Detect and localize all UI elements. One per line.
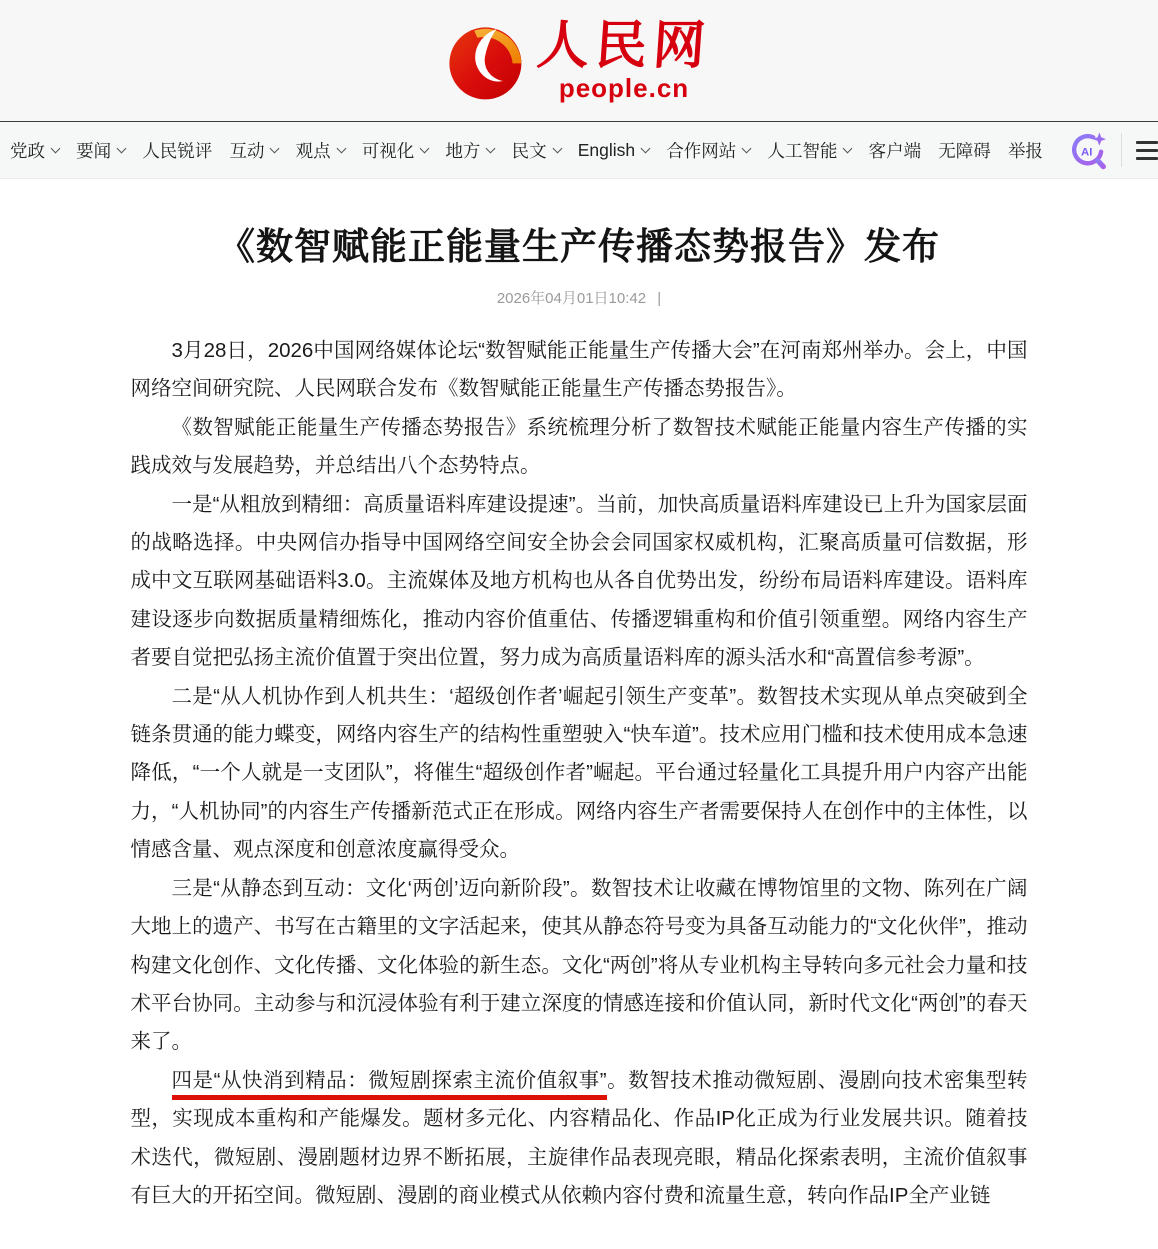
paragraph-text: 二是“从人机协作到人机共生：‘超级创作者’崛起引领生产变革”。数智技术实现从单点突破到全链条贯通的能力蝶变，网络内容生产的结构性重塑驶入“快车道”。技术应用门槛和技术使用成本急速降低，“一个人就是一支团队”，将催生“超级创作者”崛起。平台通过轻量化工具提升用户内容产出能力，“人机协同”的内容生产传播新范式正在形成。网络内容生产者需要保持人在创作中的主体性，以情感含量、观点深度和创意浓度赢得受众。 [130,684,1028,862]
paragraph-text: 3月28日，2026中国网络媒体论坛“数智赋能正能量生产传播大会”在河南郑州举办。会上，中国网络空间研究院、人民网联合发布《数智赋能正能量生产传播态势报告》。 [130,339,1028,401]
article-meta [0,287,1158,308]
logo-swirl-icon [447,21,527,101]
nav-item-可视化[interactable] [362,138,429,163]
chevron-down-icon [843,143,853,153]
paragraph-text: 一是“从粗放到精细：高质量语料库建设提速”。当前，加快高质量语料库建设已上升为国家层面的战略选择。中央网信办指导中国网络空间安全协会会同国家权威机构，汇聚高质量可信数据，形成中文互联网基础语料3.0。主流媒体及地方机构也从各自优势出发，纷纷布局语料库建设。语料库建设逐步向数据质量精细炼化，推动内容价值重估、传播逻辑重构和价值引领重塑。网络内容生产者要自觉把弘扬主流价值置于突出位置，努力成为高质量语料库的源头活水和“高置信参考源”。 [130,492,1028,670]
nav-item-label: 要闻 [76,140,112,161]
nav-divider [1121,133,1122,167]
chevron-down-icon [270,143,280,153]
nav-item-要闻[interactable] [76,138,125,163]
nav-item-人工智能[interactable] [767,138,851,163]
nav-item-无障碍[interactable] [938,138,991,163]
paragraph-text: 。数智技术推动微短剧、漫剧向技术密集型转型，实现成本重构和产能爆发。题材多元化、内容精品化、作品IP化正成为行业发展共识。随着技术迭代，微短剧、漫剧题材边界不断拓展，主旋律作品表现亮眼，精品化探索表明，主流价值叙事有巨大的开拓空间。微短剧、漫剧的商业模式从依赖内容付费和流量生意，转向作品IP全产业链 [130,1068,1028,1207]
nav-item-label: 观点 [295,140,331,161]
chevron-down-icon [336,143,346,153]
nav-item-label: 客户端 [868,140,922,161]
nav-item-label: 互动 [229,140,265,161]
article-paragraph [131,870,1028,1062]
site-header [0,0,1158,122]
chevron-down-icon [552,143,562,153]
chevron-down-icon [486,143,496,153]
meta-separator: | [657,290,662,307]
nav-item-label: 民文 [511,140,547,161]
nav-right [1055,129,1158,171]
nav-item-label: 可视化 [361,140,415,161]
ai-search-icon[interactable] [1067,129,1109,171]
nav-item-地方[interactable] [445,138,494,163]
article-paragraph [131,678,1028,870]
article-paragraph [131,1062,1028,1216]
paragraph-text: 三是“从静态到互动：文化‘两创’迈向新阶段”。数智技术让收藏在博物馆里的文物、陈列在广阔大地上的遗产、书写在古籍里的文字活起来，使其从静态符号变为具备互动能力的“文化伙伴”，推动构建文化创作、文化传播、文化体验的新生态。文化“两创”将从专业机构主导转向多元社会力量和技术平台协同。主动参与和沉浸体验有利于建立深度的情感连接和价值认同，新时代文化“两创”的春天来了。 [130,876,1028,1054]
nav-item-党政[interactable] [10,138,59,163]
chevron-down-icon [742,143,752,153]
paragraph-text: 《数智赋能正能量生产传播态势报告》系统梳理分析了数智技术赋能正能量内容生产传播的实践成效与发展趋势，并总结出八个态势特点。 [130,415,1028,478]
nav-item-label: 无障碍 [938,140,991,161]
article-date: 2026年04月01日10:42 [496,290,647,307]
nav-item-label: English [577,139,636,160]
article-paragraph [131,332,1028,409]
nav-item-label: 党政 [10,140,45,161]
chevron-down-icon [117,143,127,153]
article-body [131,332,1028,1215]
logo-cn-text: 人民网 [535,17,714,75]
chevron-down-icon [641,143,651,153]
nav-items [10,138,1043,163]
nav-item-English[interactable] [578,140,649,161]
chevron-down-icon [420,143,430,153]
logo-en-text: people.cn [558,72,690,103]
highlighted-sentence: 四是“从快消到精品：微短剧探索主流价值叙事” [172,1069,607,1100]
article [0,179,1158,1215]
nav-item-观点[interactable] [296,138,345,163]
nav-item-label: 地方 [445,140,481,161]
nav-item-合作网站[interactable] [666,138,750,163]
nav-item-label: 举报 [1007,140,1043,161]
article-paragraph [131,409,1028,486]
chevron-down-icon [51,143,61,153]
hamburger-menu-icon[interactable] [1136,141,1158,160]
nav-item-label: 人民锐评 [142,140,213,161]
main-nav [0,122,1158,179]
nav-item-label: 人工智能 [767,140,838,161]
article-title: 《数智赋能正能量生产传播态势报告》发布 [218,226,940,267]
nav-item-label: 合作网站 [666,140,737,161]
nav-item-举报[interactable] [1008,138,1043,163]
article-paragraph [131,486,1028,678]
svg-text:AI: AI [1081,146,1093,159]
people-cn-logo[interactable] [447,17,714,103]
nav-item-人民锐评[interactable] [142,138,212,163]
nav-item-互动[interactable] [229,138,278,163]
nav-item-客户端[interactable] [869,138,922,163]
nav-item-民文[interactable] [512,138,561,163]
